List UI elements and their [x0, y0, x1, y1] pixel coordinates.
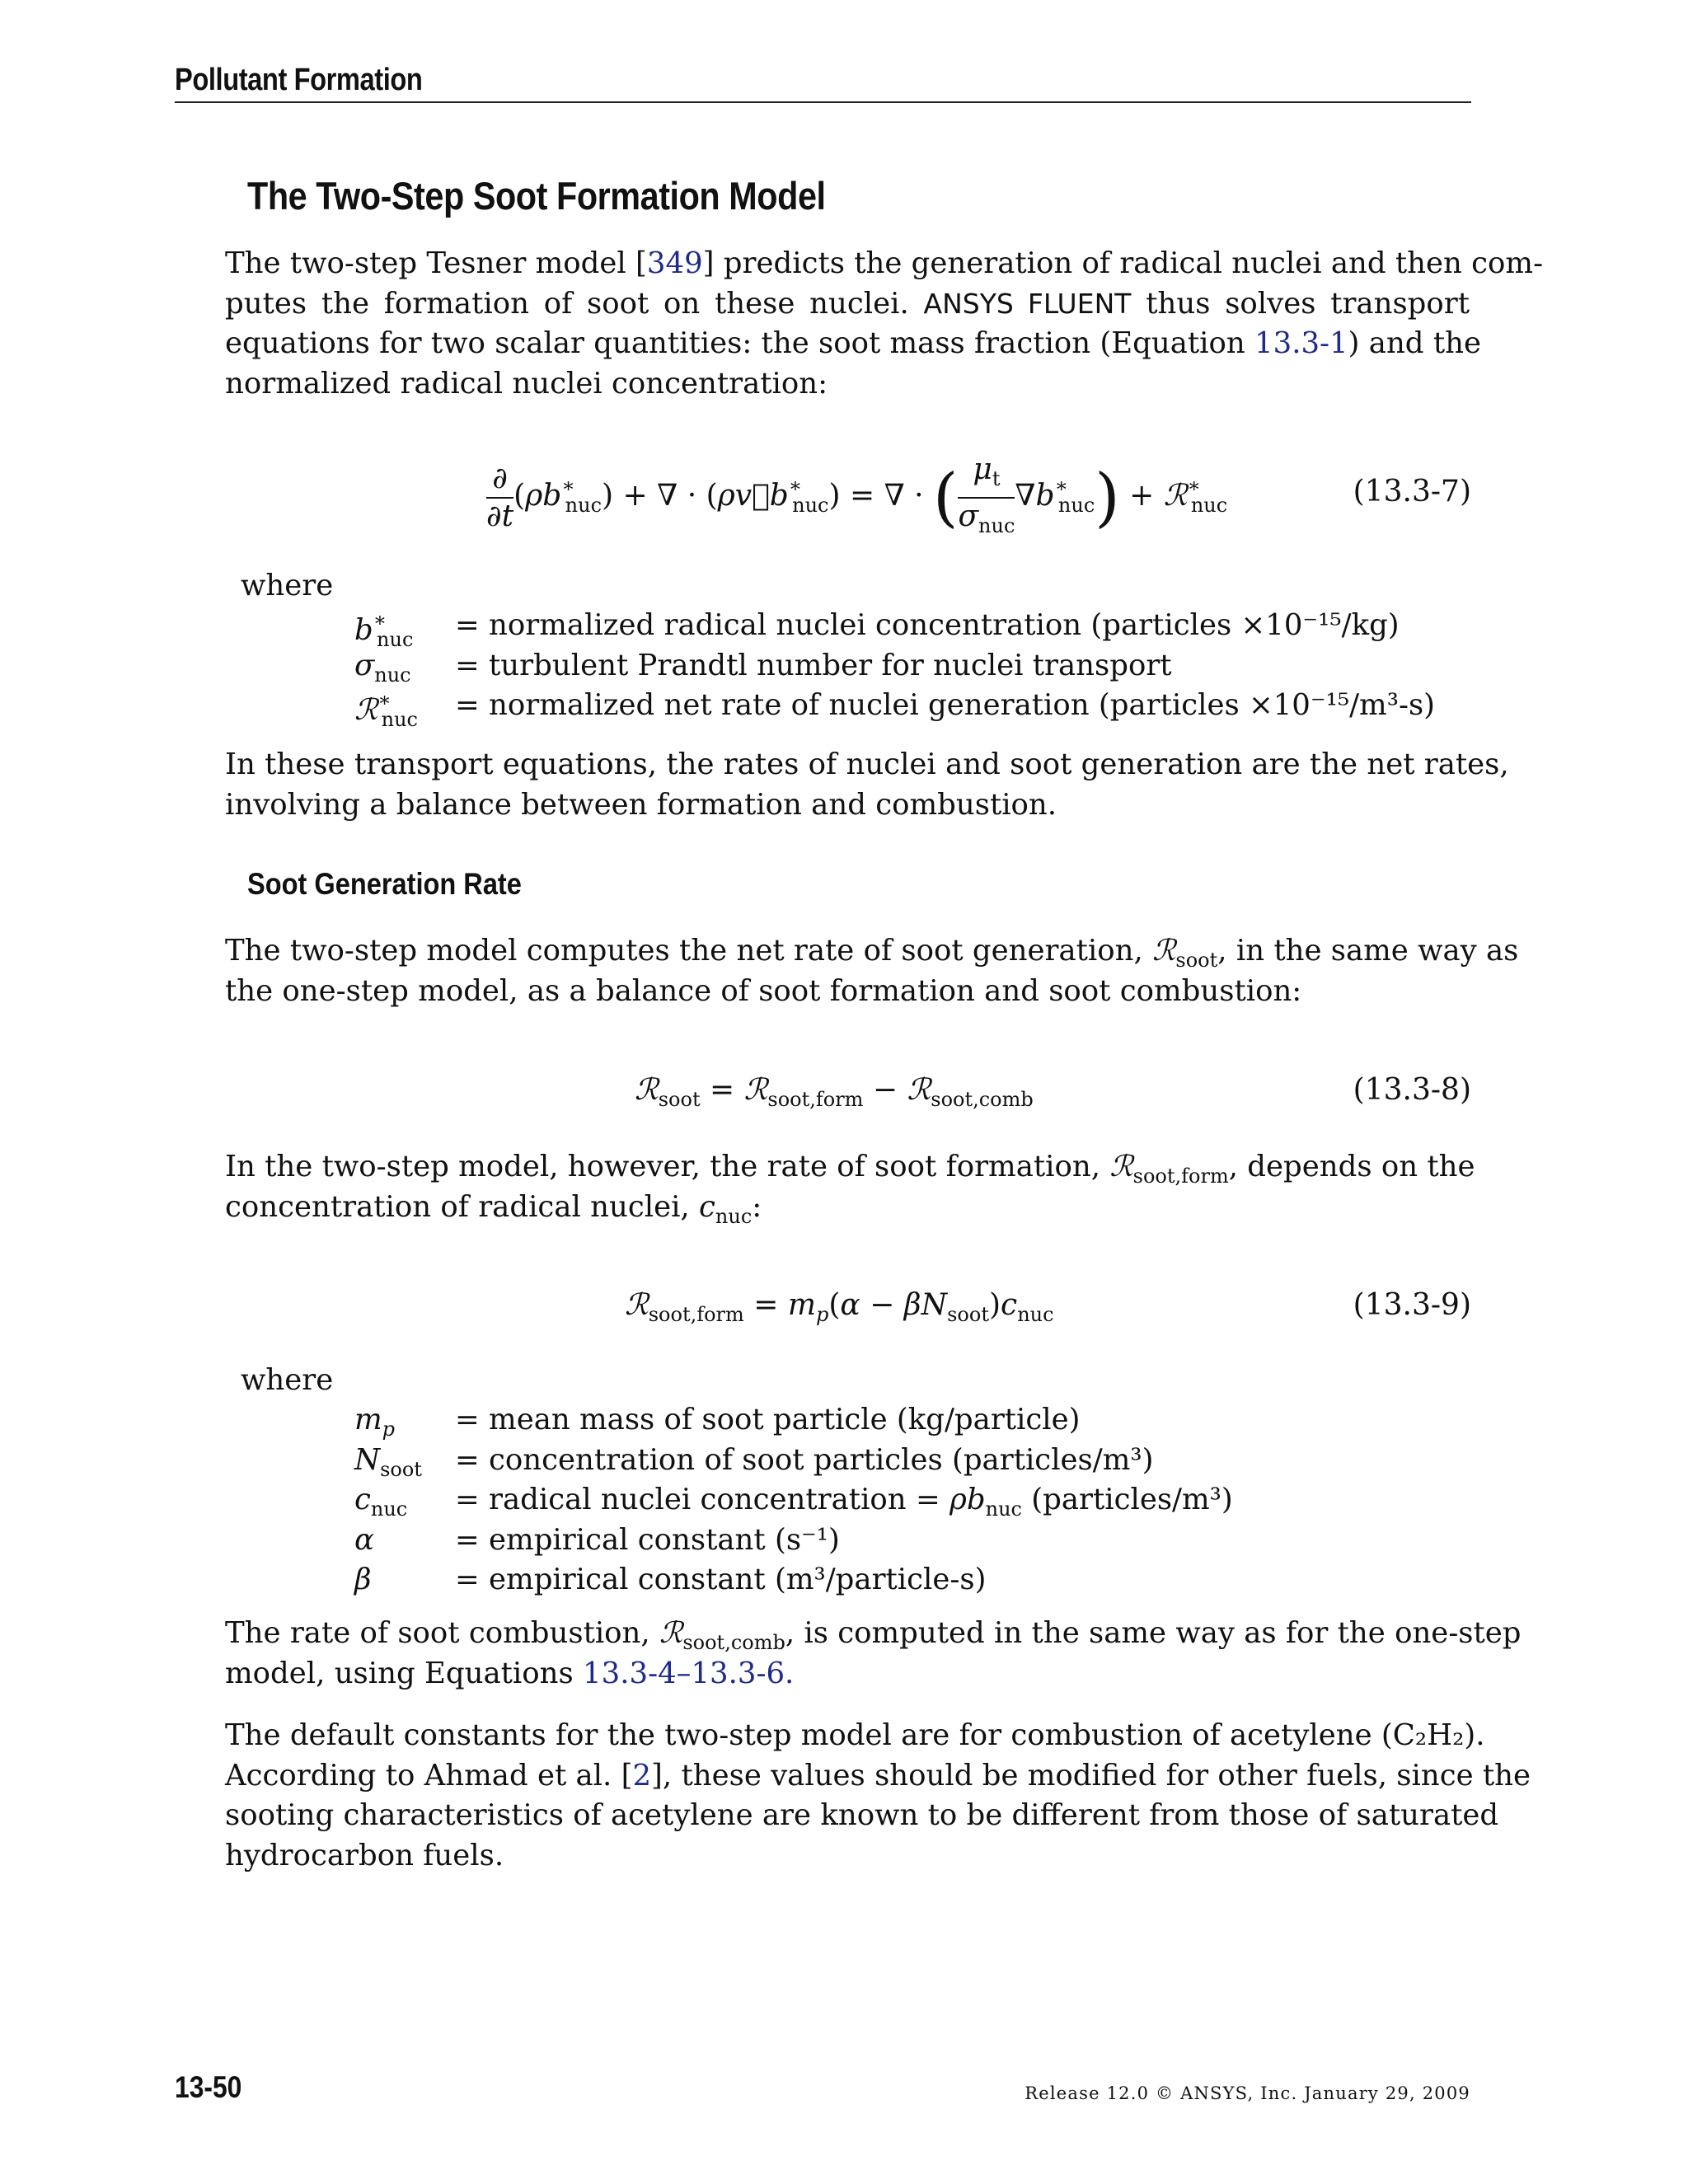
paragraph: In these transport equations, the rates of nuclei and soot generation are the net rates, involving a balance between formation and combustion.	[225, 748, 1509, 822]
paragraph: The two-step model computes the net rate of soot generation, ℛ$_{soot}$, in the same way as the one-step model, as a balance of soot formation and soot combustion:	[225, 934, 1519, 1008]
equation-link-13-3-4-to-13-3-6[interactable]: 13.3-4–13.3-6	[583, 1656, 785, 1690]
paragraph: In the two-step model, however, the rate of soot formation, ℛ$_{soot,form}$, depends on the concentration of radical nuclei, $c_{nuc}$:	[225, 1150, 1475, 1228]
equation-link-13-3-1[interactable]: 13.3-1	[1254, 326, 1348, 360]
equation-number: (13.3-9)	[1353, 1288, 1471, 1322]
section-title: The Two-Step Soot Formation Model	[247, 174, 826, 218]
equation-number: (13.3-8)	[1353, 1073, 1471, 1107]
header-rule	[175, 101, 1471, 103]
page-number: 13-50	[175, 2070, 242, 2104]
equation-number: (13.3-7)	[1353, 475, 1471, 509]
running-header: Pollutant Formation	[175, 63, 423, 97]
paragraph: The rate of soot combustion, ℛ$_{soot,comb}$, is computed in the same way as for the one-step model, using Equations 13.3-4–13.3-6.	[225, 1616, 1522, 1690]
page: Pollutant Formation The Two-Step Soot Formation Model The two-step Tesner model [349] predicts the generation of radical nuclei and then com- putes the formation of soot on these nuclei. ANSYS FLUENT thus solves transport equations for two scalar quantities: the soot mass fraction (Equation 13.3-1) and the normalized radical nuclei concentration: $\frac{\partial}{\partial t}$ $(\rho b^∗_{nuc})$ + ∇ · $(\rho v⃗b^∗_{nuc})$ = ∇ · ( $\frac{\mu_t}{\sigma_{nuc}}$ $\nabla b^∗_{nuc}$) + ℛ∗$_{nuc}$ (13.3-7) where $b^∗_{nuc}$ = normalized radical nuclei concentration (particles ×10⁻¹⁵/kg) $\sigma_{nuc}$ = turbulent Prandtl number for nuclei transport ℛ∗$_{nuc}$ = normalized net rate of nuclei generation (particles ×10⁻¹⁵/m³-s) In these transport equations, the rates of nuclei and soot generation are the net rates, involving a balance between formation and combustion. Soot Generation Rate The two-step model computes the net rate of soot generation, ℛ$_{soot}$, in the same way as the one-step model, as a balance of soot formation and soot combustion: ℛ$_{soot}$ = ℛ$_{soot,form}$ − ℛ$_{soot,comb}$ (13.3-8) In the two-step model, however, the rate of soot formation, ℛ$_{soot,form}$, depends on the concentration of radical nuclei, $c_{nuc}$: ℛ$_{soot,form}$ = $m_p(\alpha - \beta N_{soot})c_{nuc}$ (13.3-9) where $m_p$ = mean mass of soot particle (kg/particle) $N_{soot}$ = concentration of soot particles (particles/m³) $c_{nuc}$ = radical nuclei concentration = $\rho b_{nuc}$ (particles/m³) α = empirical constant (s⁻¹) β = empirical constant (m³/particle-s) The rate of soot combustion, ℛ$_{soot,comb}$, is computed in the same way as for the one-step model, using Equations 13.3-4–13.3-6. The default constants for the two-step model are for combustion of acetylene (C₂H₂). According to Ahmad et al. [2], these values should be modified for other fuels, since the sooting characteristics of acetylene are known to be different from those of saturated hydrocarbon fuels. 13-50 Release 12.0 © ANSYS, Inc. January 29, 2009	[0, 0, 1688, 2184]
product-name: ANSYS FLUENT	[923, 287, 1132, 320]
paragraph: The default constants for the two-step model are for combustion of acetylene (C₂H₂). According to Ahmad et al. [2], these values should be modified for other fuels, since the sooting characteristics of acetylene are known to be different from those of saturated hydrocarbon fuels.	[225, 1718, 1531, 1872]
equation-13-3-9: ℛ$_{soot,form}$ = $m_p(\alpha - \beta N_{soot})c_{nuc}$	[625, 1288, 1054, 1326]
subsection-title: Soot Generation Rate	[247, 867, 522, 901]
equation-13-3-8: ℛ$_{soot}$ = ℛ$_{soot,form}$ − ℛ$_{soot,comb}$	[635, 1073, 1034, 1111]
equation-13-3-7: $\frac{\partial}{\partial t}$ $(\rho b^∗_{nuc})$ + ∇ · $(\rho v⃗b^∗_{nuc})$ = ∇ · ( $\frac{\mu_t}{\sigma_{nuc}}$ $\nabla b^∗_{nuc}$) + ℛ∗$_{nuc}$	[486, 452, 1228, 537]
release-footer: Release 12.0 © ANSYS, Inc. January 29, 2009	[1025, 2083, 1470, 2103]
where-label: where	[241, 1363, 334, 1397]
intro-paragraph: The two-step Tesner model [349] predicts the generation of radical nuclei and then com- putes the formation of soot on these nuclei. ANSYS FLUENT thus solves transport equations for two scalar quantities: the soot mass fraction (Equation 13.3-1) and the normalized radical nuclei concentration:	[225, 246, 1544, 401]
where-label: where	[241, 569, 334, 602]
citation-link-2[interactable]: 2	[632, 1758, 652, 1793]
citation-link-349[interactable]: 349	[646, 246, 703, 280]
